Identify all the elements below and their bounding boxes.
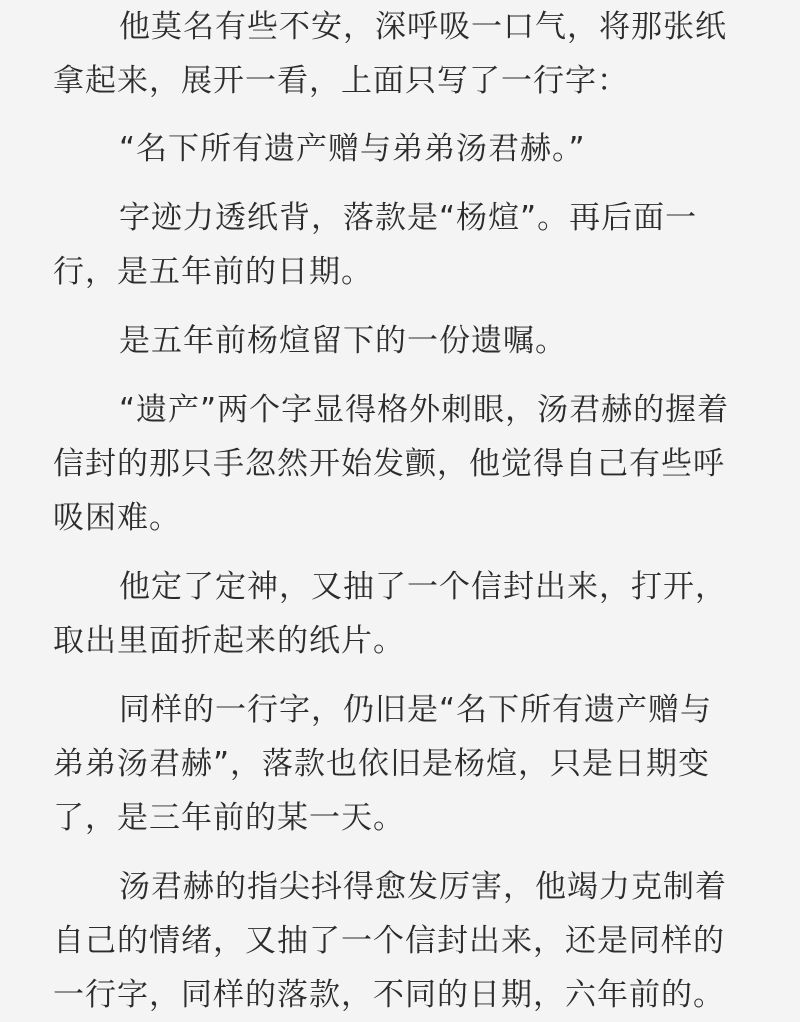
paragraph xyxy=(53,560,789,668)
text-line: 拿起来，展开一看，上面只写了一行字： xyxy=(53,63,629,99)
text-line: 行，是五年前的日期。 xyxy=(53,254,373,290)
paragraph xyxy=(53,122,789,176)
paragraph xyxy=(53,860,789,1022)
paragraph xyxy=(53,314,789,368)
text-line: 弟弟汤君赫”，落款也依旧是杨煊，只是日期变 xyxy=(53,746,711,782)
text-line: 同样的一行字，仍旧是“名下所有遗产赠与 xyxy=(119,692,713,728)
text-line: “遗产”两个字显得格外刺眼，汤君赫的握着 xyxy=(119,392,730,428)
text-line: 他莫名有些不安，深呼吸一口气，将那张纸 xyxy=(119,9,727,45)
text-line: 信封的那只手忽然开始发颤，他觉得自己有些呼 xyxy=(53,446,725,482)
text-line: 取出里面折起来的纸片。 xyxy=(53,623,405,659)
text-line: 汤君赫的指尖抖得愈发厉害，他竭力克制着 xyxy=(119,869,727,905)
text-line: 一行字，同样的落款，不同的日期，六年前的。 xyxy=(53,977,725,1013)
text-line: 他定了定神，又抽了一个信封出来，打开， xyxy=(119,569,727,605)
paragraph xyxy=(53,191,789,299)
paragraph xyxy=(53,0,789,108)
paragraph xyxy=(53,683,789,845)
text-line: 字迹力透纸背，落款是“杨煊”。再后面一 xyxy=(119,200,698,236)
text-line: “名下所有遗产赠与弟弟汤君赫。” xyxy=(119,131,586,167)
text-line: 是五年前杨煊留下的一份遗嘱。 xyxy=(119,323,567,359)
text-line: 吸困难。 xyxy=(53,500,181,536)
text-line: 自己的情绪，又抽了一个信封出来，还是同样的 xyxy=(53,923,725,959)
text-line: 了，是三年前的某一天。 xyxy=(53,800,405,836)
paragraph xyxy=(53,383,789,545)
reader-page xyxy=(53,0,789,1022)
